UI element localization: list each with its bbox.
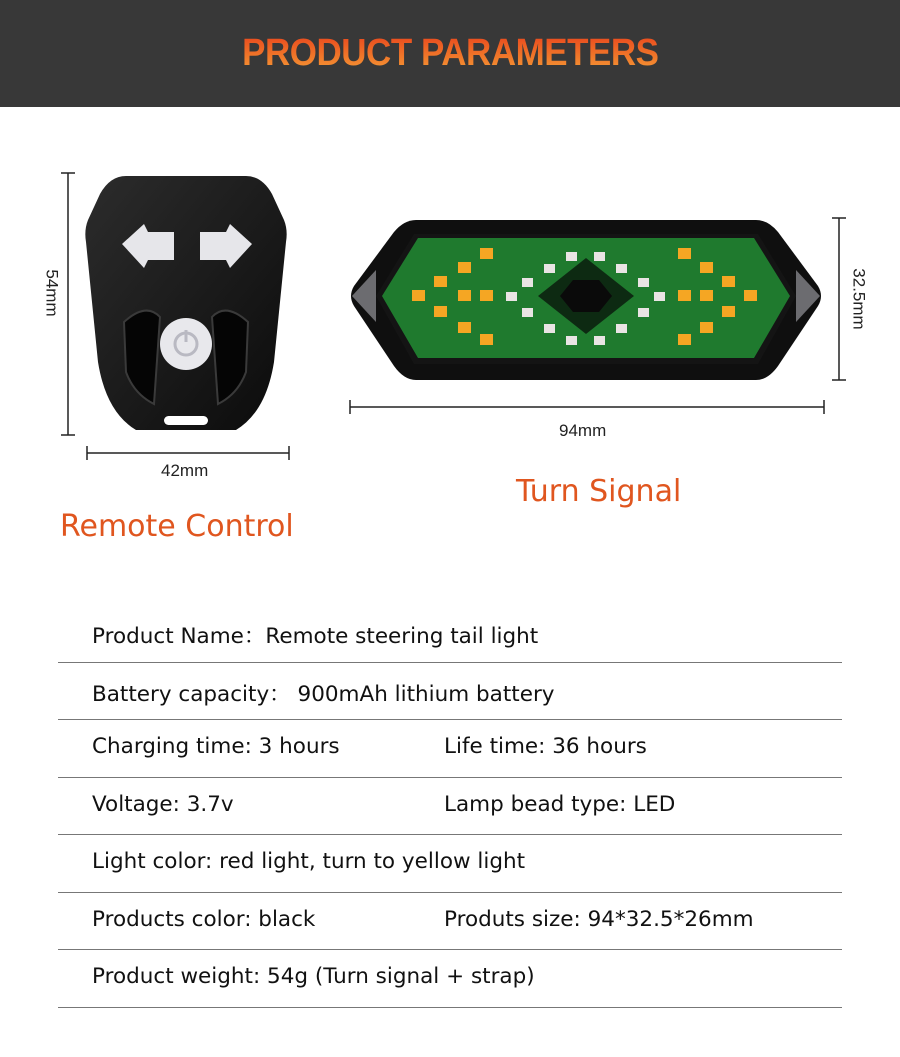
- spec-row: [58, 778, 842, 836]
- header-bar: [0, 0, 900, 107]
- spec-cell: Voltage: 3.7v: [92, 791, 234, 817]
- turn-signal-image: [348, 218, 824, 382]
- remote-height-label: 54mm: [42, 269, 62, 317]
- spec-cell: Produts size: 94*32.5*26mm: [444, 906, 754, 932]
- spec-cell: Product weight: 54g (Turn signal + strap): [92, 964, 535, 989]
- spec-cell: Light color: red light, turn to yellow light: [92, 849, 526, 874]
- spec-row: [58, 720, 842, 778]
- page-title: PRODUCT PARAMETERS: [241, 32, 659, 74]
- spec-row: [58, 893, 842, 951]
- spec-cell: Lamp bead type: LED: [444, 791, 676, 817]
- spec-cell: Battery capacity： 900mAh lithium battery: [92, 681, 555, 707]
- remote-control-image: [86, 172, 286, 437]
- spec-row: [58, 835, 842, 893]
- remote-width-label: 42mm: [161, 461, 209, 480]
- spec-row: [58, 950, 842, 1008]
- spec-row: [58, 605, 842, 663]
- spec-table: [58, 605, 842, 1008]
- spec-cell: Life time: 36 hours: [444, 734, 647, 759]
- remote-control-caption: Remote Control: [60, 509, 294, 544]
- signal-height-label: 32.5mm: [849, 268, 869, 330]
- spec-cell: Product Name：Remote steering tail light: [92, 624, 539, 649]
- spec-cell: Charging time: 3 hours: [92, 734, 340, 759]
- power-button-icon: [160, 318, 212, 370]
- spec-row: [58, 663, 842, 721]
- signal-width-label: 94mm: [559, 421, 607, 440]
- turn-signal-caption: Turn Signal: [516, 474, 682, 509]
- spec-cell: Products color: black: [92, 906, 316, 932]
